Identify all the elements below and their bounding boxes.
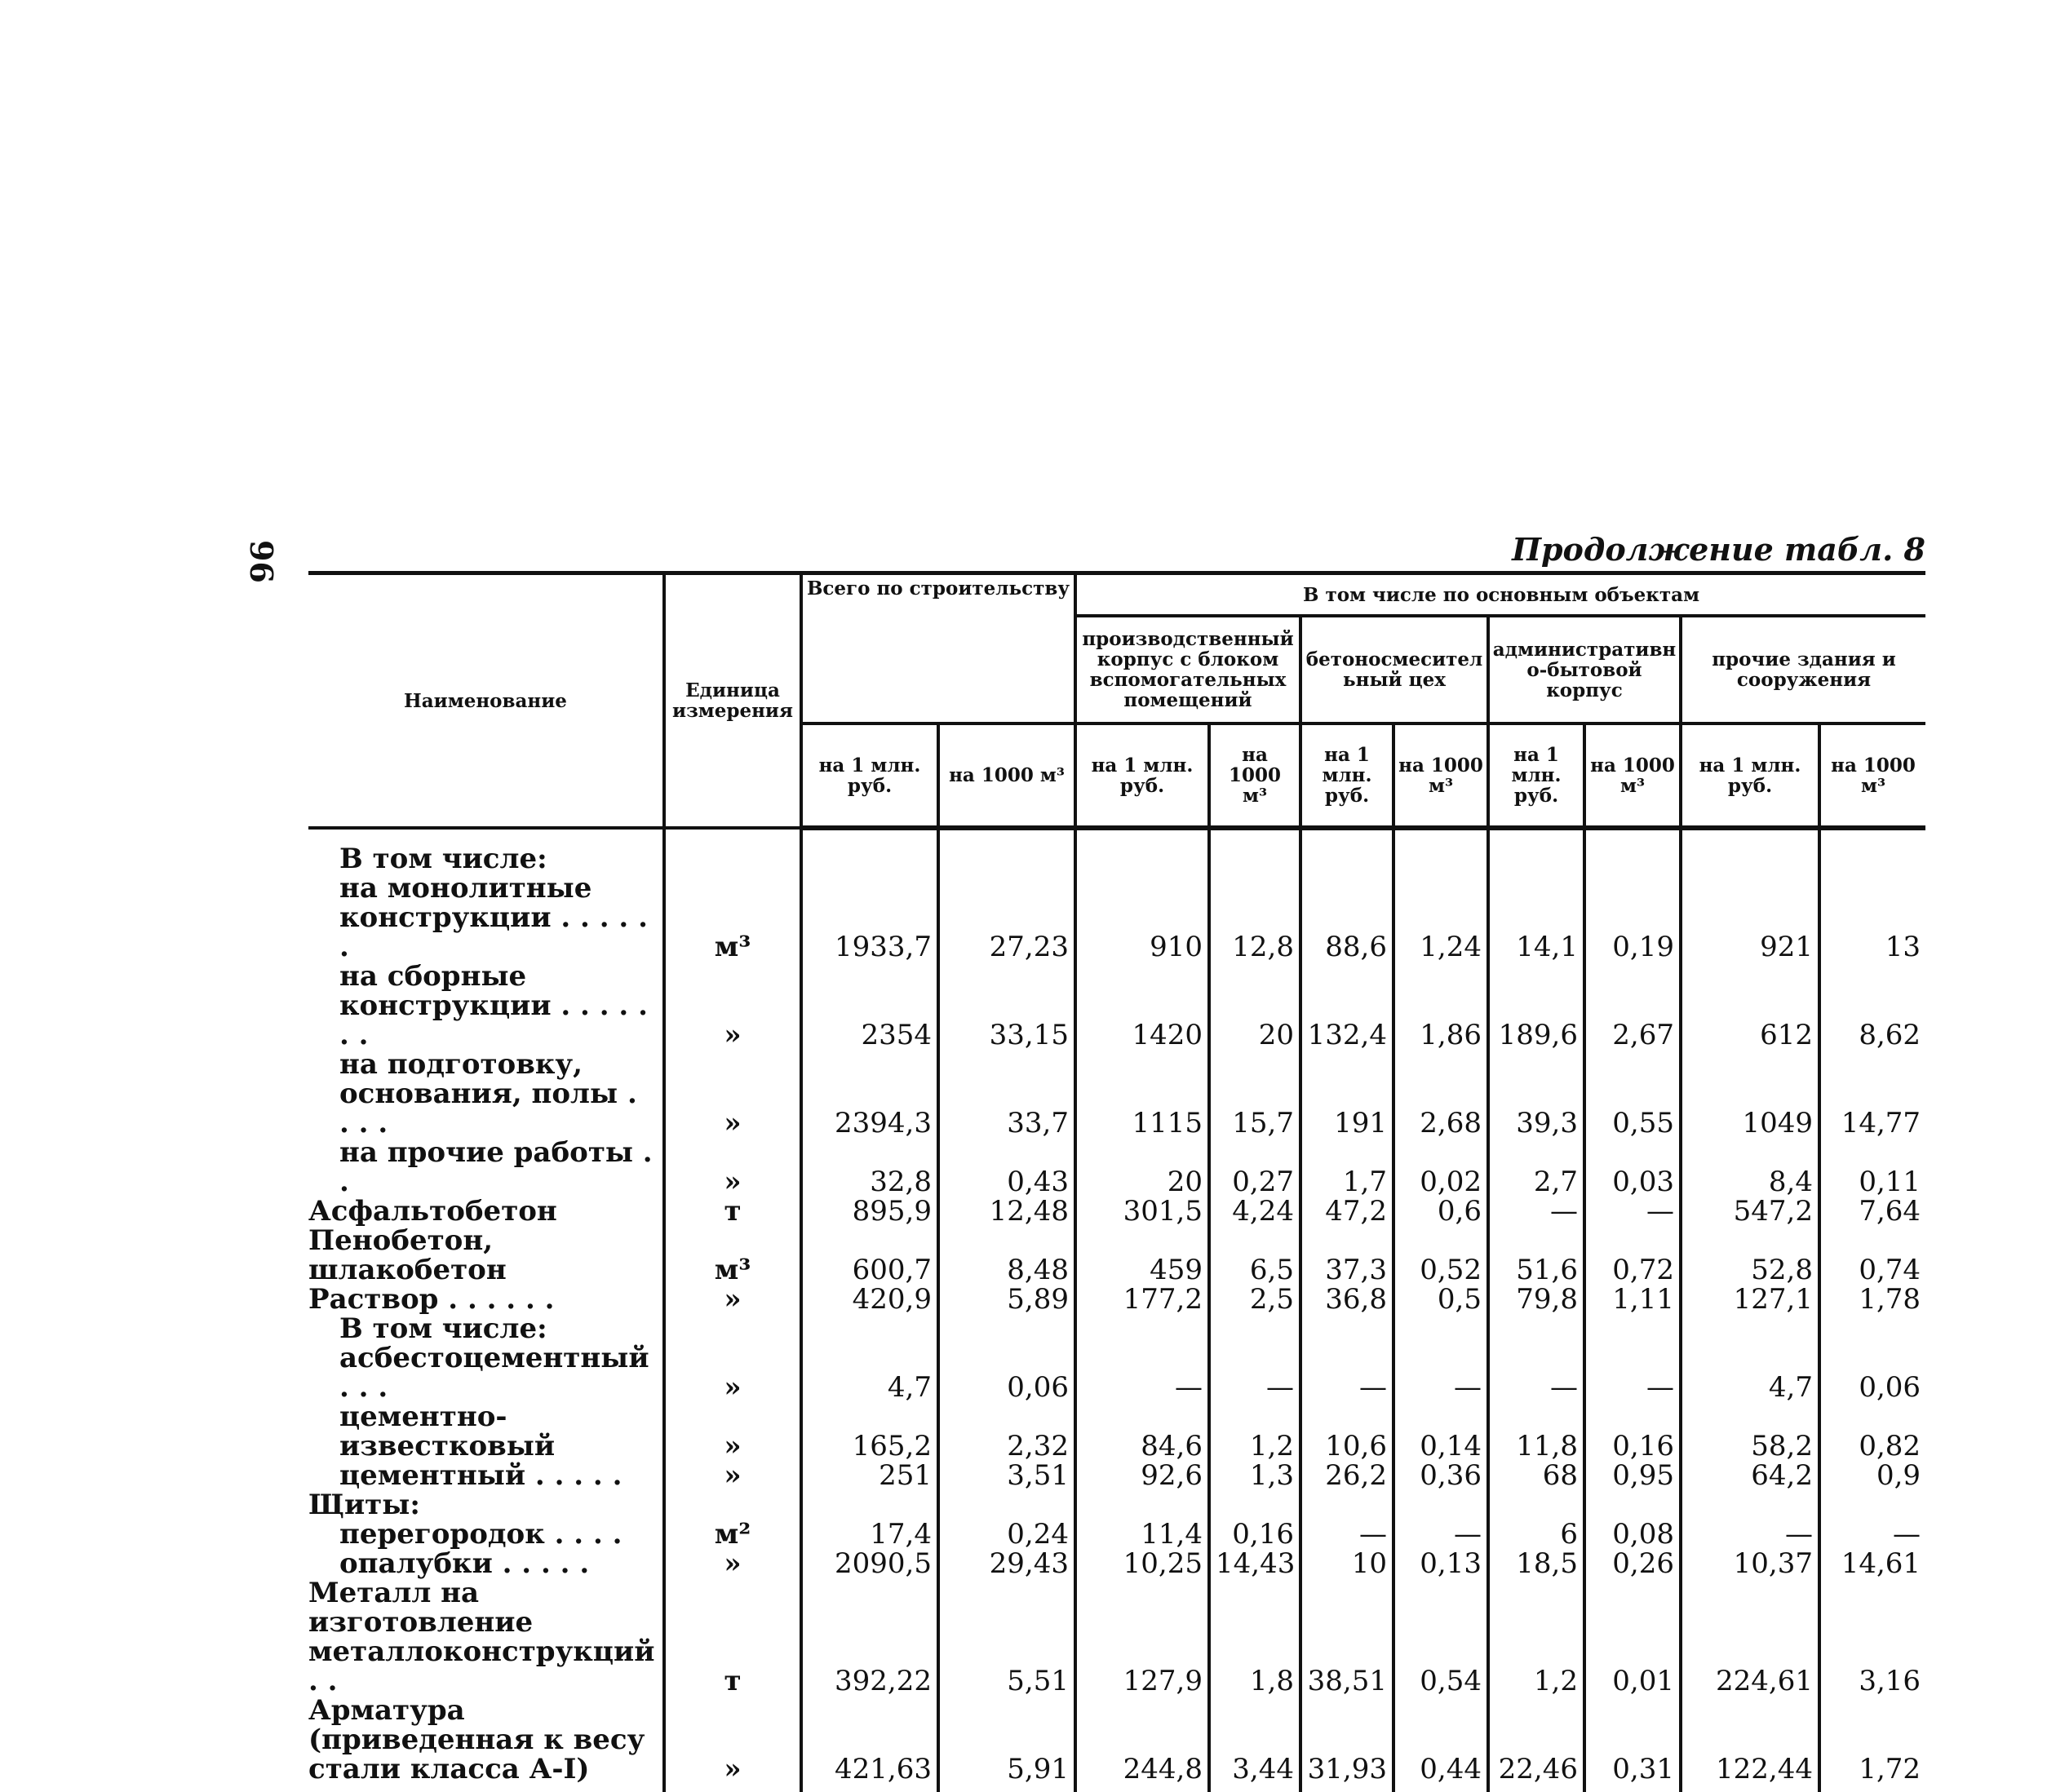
row-value: 92,6 [1075, 1461, 1209, 1490]
subheader-total-per-1000: на 1000 м³ [938, 723, 1075, 828]
row-value: — [1393, 1343, 1488, 1402]
row-value: 10,25 [1075, 1549, 1209, 1578]
row-value: 3,44 [1209, 1696, 1300, 1792]
row-value: 27,23 [938, 874, 1075, 962]
table-row [308, 1402, 1925, 1461]
row-unit [664, 1314, 801, 1343]
row-value [1075, 828, 1209, 874]
table-row [308, 1461, 1925, 1490]
row-value [801, 828, 938, 874]
row-value: 0,36 [1393, 1461, 1488, 1490]
row-name: Металл на изготовление металлоконструкций . . [308, 1577, 655, 1697]
row-value: 0,54 [1393, 1578, 1488, 1696]
row-unit: » [664, 1138, 801, 1197]
row-value [1209, 828, 1300, 874]
row-value: 12,8 [1209, 874, 1300, 962]
row-value: 1,78 [1819, 1285, 1925, 1314]
row-name: В том числе: [339, 1312, 547, 1345]
row-value: 2,32 [938, 1402, 1075, 1461]
row-value: 0,43 [938, 1138, 1075, 1197]
row-value: 1,86 [1393, 962, 1488, 1050]
row-value: 51,6 [1488, 1226, 1584, 1285]
table-row [308, 1490, 1925, 1520]
row-value [938, 828, 1075, 874]
subheader-production-per-mln: на 1 млн. руб. [1075, 723, 1209, 828]
row-value: 0,06 [1819, 1343, 1925, 1402]
row-unit: т [664, 1578, 801, 1696]
row-value: 1,8 [1209, 1578, 1300, 1696]
row-unit: » [664, 1461, 801, 1490]
table-row [308, 1549, 1925, 1578]
row-value [801, 1490, 938, 1520]
row-value: 392,22 [801, 1578, 938, 1696]
row-value: — [1584, 1343, 1681, 1402]
row-value: 177,2 [1075, 1285, 1209, 1314]
materials-table [308, 571, 1925, 1792]
table-row [308, 1138, 1925, 1197]
row-value [1819, 828, 1925, 874]
row-value: 2,7 [1488, 1138, 1584, 1197]
row-name: В том числе: [339, 843, 547, 875]
row-value: 15,7 [1209, 1050, 1300, 1138]
row-name: опалубки . . . . . [339, 1547, 590, 1580]
row-value: 224,61 [1681, 1578, 1819, 1696]
row-unit: т [664, 1197, 801, 1226]
row-value: — [1681, 1520, 1819, 1549]
row-value: 32,8 [801, 1138, 938, 1197]
subheader-admin-per-1000: на 1000 м³ [1584, 723, 1681, 828]
row-value: 0,6 [1393, 1197, 1488, 1226]
row-value: 0,44 [1393, 1696, 1488, 1792]
row-value: 0,16 [1584, 1402, 1681, 1461]
table-row [308, 1578, 1925, 1696]
row-value: 37,3 [1300, 1226, 1393, 1285]
row-value [1488, 1490, 1584, 1520]
row-value: 0,19 [1584, 874, 1681, 962]
row-value: — [1075, 1343, 1209, 1402]
row-value: 4,24 [1209, 1197, 1300, 1226]
row-value: 39,3 [1488, 1050, 1584, 1138]
row-value [938, 1314, 1075, 1343]
table-row [308, 1343, 1925, 1402]
row-unit: » [664, 1285, 801, 1314]
row-unit: » [664, 1050, 801, 1138]
row-value: 0,52 [1393, 1226, 1488, 1285]
row-value: 10,37 [1681, 1549, 1819, 1578]
row-value: 22,46 [1488, 1696, 1584, 1792]
row-value: 64,2 [1681, 1461, 1819, 1490]
row-value [1300, 1314, 1393, 1343]
row-value: 2,68 [1393, 1050, 1488, 1138]
row-value: 84,6 [1075, 1402, 1209, 1461]
row-value [1300, 828, 1393, 874]
row-value: 47,2 [1300, 1197, 1393, 1226]
row-value: 421,63 [801, 1696, 938, 1792]
row-unit [664, 828, 801, 874]
table-row [308, 1696, 1925, 1792]
row-value: — [1488, 1197, 1584, 1226]
row-value: — [1584, 1197, 1681, 1226]
row-value: 88,6 [1300, 874, 1393, 962]
table-row [308, 1197, 1925, 1226]
subheader-other-per-mln: на 1 млн. руб. [1681, 723, 1819, 828]
row-name: на монолитные конструкции . . . . . . [339, 872, 648, 963]
row-value [1584, 828, 1681, 874]
row-value [1209, 1314, 1300, 1343]
header-object-production: производственный корпус с блоком вспомогательных помещений [1075, 616, 1300, 723]
row-value: 600,7 [801, 1226, 938, 1285]
row-value: 547,2 [1681, 1197, 1819, 1226]
row-value [1681, 1314, 1819, 1343]
row-value [1584, 1490, 1681, 1520]
row-value: 459 [1075, 1226, 1209, 1285]
row-unit [664, 1490, 801, 1520]
row-value: 8,48 [938, 1226, 1075, 1285]
row-value: 0,13 [1393, 1549, 1488, 1578]
table-row [308, 828, 1925, 874]
row-value: 12,48 [938, 1197, 1075, 1226]
row-value: 0,82 [1819, 1402, 1925, 1461]
row-value: 4,7 [801, 1343, 938, 1402]
row-value: 31,93 [1300, 1696, 1393, 1792]
row-name: асбестоцементный . . . [339, 1342, 649, 1404]
row-value: 165,2 [801, 1402, 938, 1461]
row-value [1488, 1314, 1584, 1343]
row-value: 33,15 [938, 962, 1075, 1050]
row-value: 1,3 [1209, 1461, 1300, 1490]
row-value [1300, 1490, 1393, 1520]
row-value: 1,72 [1819, 1696, 1925, 1792]
row-value: 189,6 [1488, 962, 1584, 1050]
row-value: 244,8 [1075, 1696, 1209, 1792]
row-value [1681, 828, 1819, 874]
row-value: 1420 [1075, 962, 1209, 1050]
row-value [1584, 1314, 1681, 1343]
table-row [308, 1285, 1925, 1314]
table-continuation-caption: Продолжение табл. 8 [1512, 531, 1925, 568]
subheader-concrete-per-mln: на 1 млн. руб. [1300, 723, 1393, 828]
row-value: 0,72 [1584, 1226, 1681, 1285]
row-value: 1,2 [1209, 1402, 1300, 1461]
row-value: 1,24 [1393, 874, 1488, 962]
row-value [1819, 1490, 1925, 1520]
row-value: 8,62 [1819, 962, 1925, 1050]
row-unit: » [664, 1696, 801, 1792]
table-row [308, 1050, 1925, 1138]
row-value: 1933,7 [801, 874, 938, 962]
table-row [308, 962, 1925, 1050]
table-row [308, 874, 1925, 962]
row-value: 0,5 [1393, 1285, 1488, 1314]
row-unit: » [664, 1402, 801, 1461]
subheader-total-per-mln: на 1 млн. руб. [801, 723, 938, 828]
row-value [938, 1490, 1075, 1520]
row-value: 3,16 [1819, 1578, 1925, 1696]
row-value [1209, 1490, 1300, 1520]
header-object-admin: административно-бытовой корпус [1488, 616, 1681, 723]
row-value: 122,44 [1681, 1696, 1819, 1792]
row-value: 11,8 [1488, 1402, 1584, 1461]
row-value: 10,6 [1300, 1402, 1393, 1461]
row-value: 5,51 [938, 1578, 1075, 1696]
row-value: 2394,3 [801, 1050, 938, 1138]
row-value: 10 [1300, 1549, 1393, 1578]
page-number: 96 [243, 540, 280, 583]
row-value [1075, 1490, 1209, 1520]
row-value: 0,06 [938, 1343, 1075, 1402]
table-header [308, 573, 1925, 829]
table-row [308, 1520, 1925, 1549]
row-value: 1,2 [1488, 1578, 1584, 1696]
row-value: 79,8 [1488, 1285, 1584, 1314]
header-main-objects: В том числе по основным объектам [1075, 573, 1925, 617]
row-value: 0,74 [1819, 1226, 1925, 1285]
row-value: 612 [1681, 962, 1819, 1050]
row-value [1393, 828, 1488, 874]
row-name: перегородок . . . . [339, 1518, 623, 1551]
row-unit: » [664, 962, 801, 1050]
row-value: 0,01 [1584, 1578, 1681, 1696]
row-value: — [1488, 1343, 1584, 1402]
row-value: 6,5 [1209, 1226, 1300, 1285]
table-body [308, 828, 1925, 1792]
row-value: — [1393, 1520, 1488, 1549]
row-value: 68 [1488, 1461, 1584, 1490]
row-value: — [1209, 1343, 1300, 1402]
row-value: 14,61 [1819, 1549, 1925, 1578]
row-value: 36,8 [1300, 1285, 1393, 1314]
row-value: 0,24 [938, 1520, 1075, 1549]
row-value [1075, 1314, 1209, 1343]
row-value: 5,89 [938, 1285, 1075, 1314]
row-value [1681, 1490, 1819, 1520]
row-value: 52,8 [1681, 1226, 1819, 1285]
row-value: 29,43 [938, 1549, 1075, 1578]
row-value: 0,31 [1584, 1696, 1681, 1792]
row-value: 20 [1209, 962, 1300, 1050]
row-value [801, 1314, 938, 1343]
row-value: 895,9 [801, 1197, 938, 1226]
row-value: — [1819, 1520, 1925, 1549]
row-unit: м³ [664, 874, 801, 962]
subheader-admin-per-mln: на 1 млн. руб. [1488, 723, 1584, 828]
row-value: 13 [1819, 874, 1925, 962]
row-value: 33,7 [938, 1050, 1075, 1138]
row-name: Пенобетон, шлакобетон [308, 1224, 507, 1286]
row-value: 4,7 [1681, 1343, 1819, 1402]
row-value: 127,1 [1681, 1285, 1819, 1314]
row-value: 921 [1681, 874, 1819, 962]
row-value: 0,08 [1584, 1520, 1681, 1549]
row-value: 0,55 [1584, 1050, 1681, 1138]
row-value: 127,9 [1075, 1578, 1209, 1696]
row-value: 3,51 [938, 1461, 1075, 1490]
row-value: 14,77 [1819, 1050, 1925, 1138]
row-name: Раствор . . . . . . [308, 1283, 555, 1316]
row-value: 8,4 [1681, 1138, 1819, 1197]
table-row [308, 1226, 1925, 1285]
row-value: 2,67 [1584, 962, 1681, 1050]
row-value: 1,11 [1584, 1285, 1681, 1314]
row-value: — [1300, 1520, 1393, 1549]
row-value [1819, 1314, 1925, 1343]
row-value: 2090,5 [801, 1549, 938, 1578]
row-value [1393, 1314, 1488, 1343]
row-value: 251 [801, 1461, 938, 1490]
row-name: на прочие работы . . [339, 1136, 653, 1198]
row-value: 58,2 [1681, 1402, 1819, 1461]
row-value: 1,7 [1300, 1138, 1393, 1197]
row-value: 14,43 [1209, 1549, 1300, 1578]
row-name: Арматура (приведенная к весу стали класса А-I) [308, 1694, 645, 1785]
row-value: 14,1 [1488, 874, 1584, 962]
row-value: 1115 [1075, 1050, 1209, 1138]
subheader-other-per-1000: на 1000 м³ [1819, 723, 1925, 828]
row-value: 7,64 [1819, 1197, 1925, 1226]
row-name: на подготовку, основания, полы . . . . [339, 1048, 637, 1139]
row-value: 0,11 [1819, 1138, 1925, 1197]
row-value: 1049 [1681, 1050, 1819, 1138]
row-value: 0,9 [1819, 1461, 1925, 1490]
row-value: 0,03 [1584, 1138, 1681, 1197]
row-name: на сборные конструкции . . . . . . . [339, 960, 648, 1051]
row-value: 910 [1075, 874, 1209, 962]
row-value: 0,14 [1393, 1402, 1488, 1461]
header-object-other: прочие здания и сооружения [1681, 616, 1925, 723]
row-value: 420,9 [801, 1285, 938, 1314]
header-name: Наименование [308, 573, 664, 829]
row-value: 191 [1300, 1050, 1393, 1138]
row-value: 11,4 [1075, 1520, 1209, 1549]
header-total: Всего по строительству [801, 573, 1075, 724]
row-name: цементный . . . . . [339, 1459, 623, 1492]
table-row [308, 1314, 1925, 1343]
row-value: 17,4 [801, 1520, 938, 1549]
row-value: — [1300, 1343, 1393, 1402]
row-unit: » [664, 1343, 801, 1402]
row-value: 20 [1075, 1138, 1209, 1197]
row-value: 2,5 [1209, 1285, 1300, 1314]
row-value: 0,95 [1584, 1461, 1681, 1490]
subheader-concrete-per-1000: на 1000 м³ [1393, 723, 1488, 828]
row-value: 6 [1488, 1520, 1584, 1549]
row-value: 26,2 [1300, 1461, 1393, 1490]
row-value: 5,91 [938, 1696, 1075, 1792]
header-object-concrete-shop: бетоносмесительный цех [1300, 616, 1488, 723]
row-value: 18,5 [1488, 1549, 1584, 1578]
row-name: Щиты: [308, 1489, 420, 1521]
row-unit: м³ [664, 1226, 801, 1285]
row-value: 0,16 [1209, 1520, 1300, 1549]
row-value: 301,5 [1075, 1197, 1209, 1226]
row-name: цементно-известковый [339, 1400, 556, 1462]
row-value: 132,4 [1300, 962, 1393, 1050]
row-value [1488, 828, 1584, 874]
subheader-production-per-1000: на 1000 м³ [1209, 723, 1300, 828]
row-unit: » [664, 1549, 801, 1578]
row-value: 38,51 [1300, 1578, 1393, 1696]
row-unit: м² [664, 1520, 801, 1549]
row-name: Асфальтобетон [308, 1195, 557, 1228]
header-unit: Единица измерения [664, 573, 801, 829]
row-value: 0,27 [1209, 1138, 1300, 1197]
row-value [1393, 1490, 1488, 1520]
row-value: 2354 [801, 962, 938, 1050]
row-value: 0,02 [1393, 1138, 1488, 1197]
row-value: 0,26 [1584, 1549, 1681, 1578]
